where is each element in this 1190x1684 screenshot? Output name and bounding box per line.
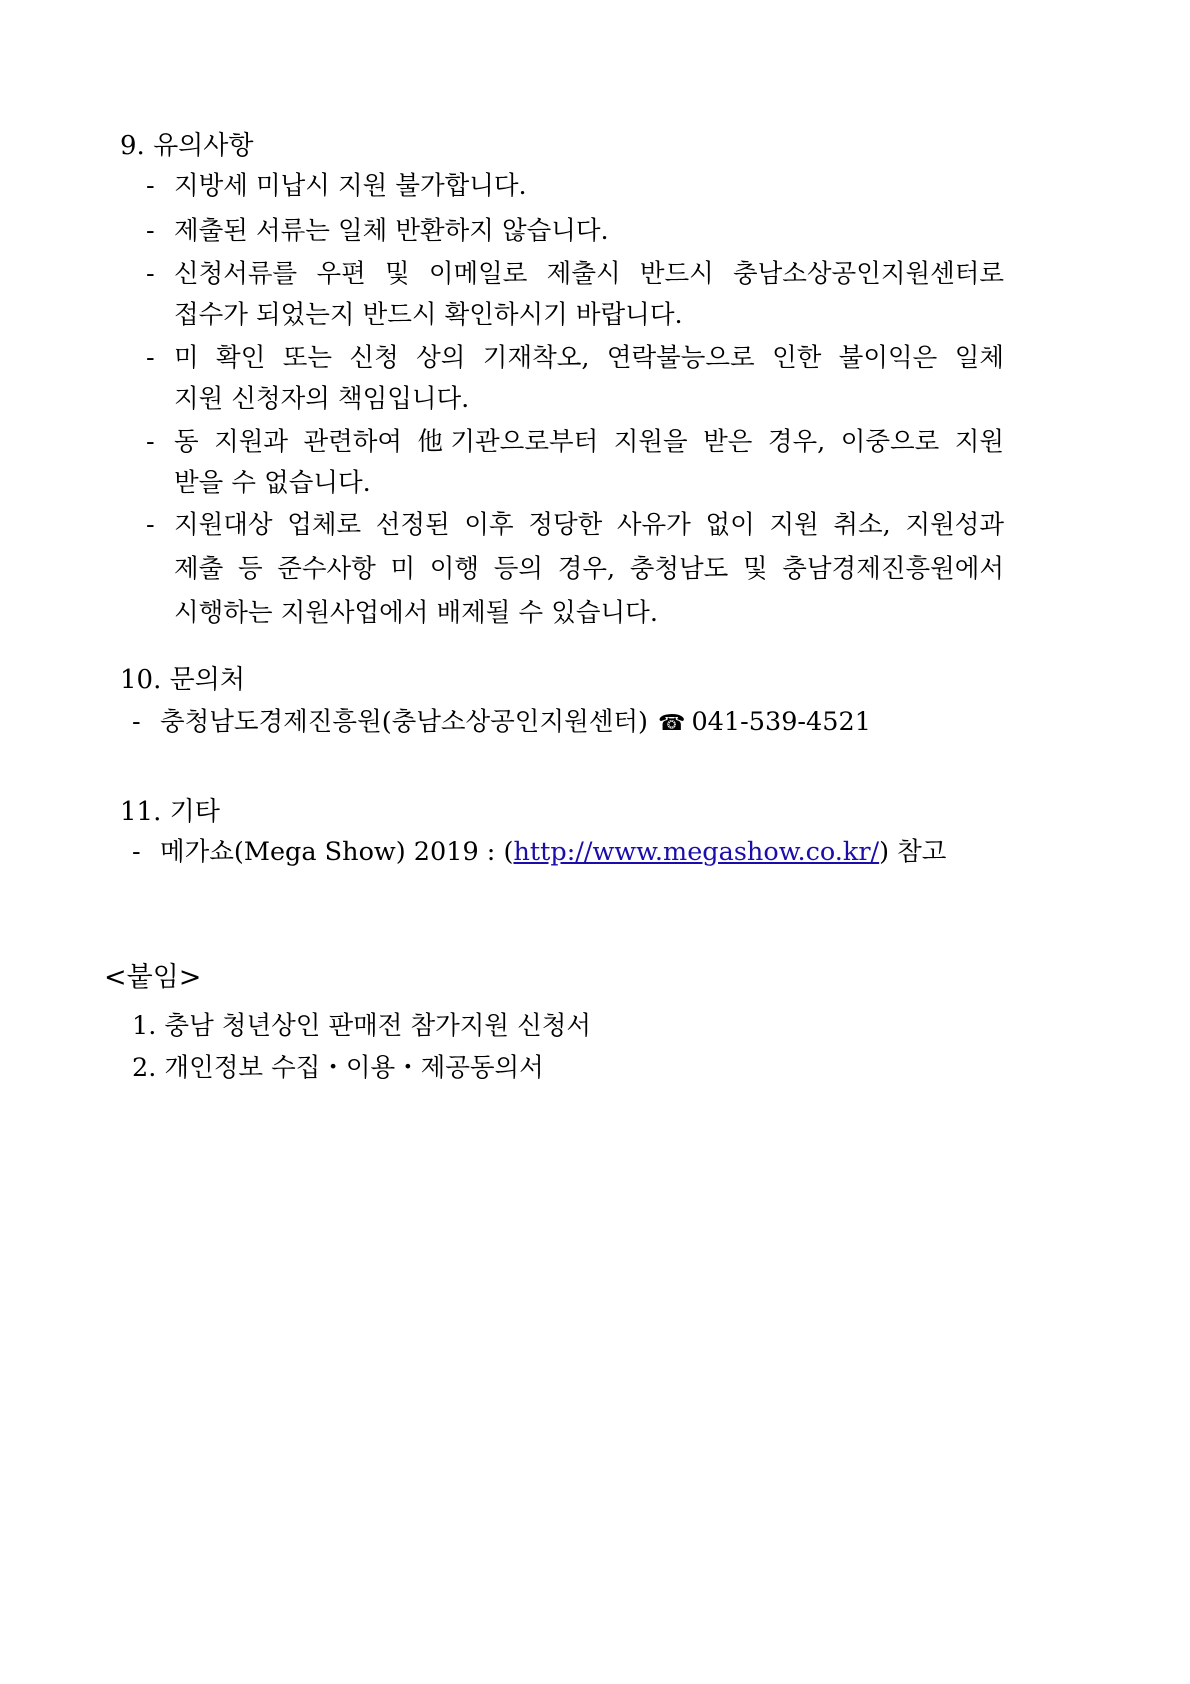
section9-item-3-text-b: 접수가 되었는지 반드시 확인하시기 바랍니다. <box>174 300 683 330</box>
section9-item-5 <box>146 420 1004 506</box>
dash: - <box>146 171 155 201</box>
attachment-item-1: 1. 충남 청년상인 판매전 참가지원 신청서 <box>132 1011 591 1041</box>
dash: - <box>146 216 155 246</box>
section9-item-6-text-b: 제출 등 준수사항 미 이행 등의 경우, 충청남도 및 충남경제진흥원에서 <box>174 554 1004 584</box>
section9-item-6-text-c: 시행하는 지원사업에서 배제될 수 있습니다. <box>174 598 658 628</box>
dash: - <box>146 343 155 373</box>
contact-org: 충청남도경제진흥원(충남소상공인지원센터) <box>160 707 648 737</box>
section9-item-2-text: 제출된 서류는 일체 반환하지 않습니다. <box>174 216 609 246</box>
phone-icon: ☎ <box>658 711 686 736</box>
dash: - <box>132 707 141 737</box>
section9-title: 9. 유의사항 <box>120 131 254 161</box>
section10-item <box>132 700 871 746</box>
section9-item-4-text-a: 미 확인 또는 신청 상의 기재착오, 연락불능으로 인한 불이익은 일체 <box>174 343 1004 373</box>
section9-item-4 <box>146 336 1004 422</box>
section11-title: 11. 기타 <box>120 797 220 827</box>
section9-item-6 <box>146 503 1004 636</box>
megashow-text-after: ) 참고 <box>879 837 947 867</box>
section9-item-4-line1 <box>146 336 1004 381</box>
dash: - <box>146 510 155 540</box>
megashow-text-before: 메가쇼(Mega Show) 2019 : ( <box>160 837 514 867</box>
section9-item-3 <box>146 252 1004 338</box>
section10-title: 10. 문의처 <box>120 665 245 695</box>
megashow-link[interactable]: http://www.megashow.co.kr/ <box>513 837 880 867</box>
section9-item-1-text: 지방세 미납시 지원 불가합니다. <box>174 171 527 201</box>
section9-item-3-line1 <box>146 252 1004 297</box>
section9-item-5-text-a: 동 지원과 관련하여 他기관으로부터 지원을 받은 경우, 이중으로 지원 <box>174 427 1004 457</box>
section11-item <box>132 830 946 875</box>
section9-item-5-text-b: 받을 수 없습니다. <box>174 468 371 498</box>
section9-item-3-text-a: 신청서류를 우편 및 이메일로 제출시 반드시 충남소상공인지원센터로 <box>174 259 1004 289</box>
dash: - <box>132 837 141 867</box>
section9-item-5-line1 <box>146 420 1004 465</box>
dash: - <box>146 259 155 289</box>
section9-item-4-text-b: 지원 신청자의 책임입니다. <box>174 384 470 414</box>
attachments-title: <붙임> <box>104 962 202 993</box>
contact-phone: 041-539-4521 <box>691 707 871 737</box>
section9-item-6-text-a: 지원대상 업체로 선정된 이후 정당한 사유가 없이 지원 취소, 지원성과 <box>174 510 1004 540</box>
section9-item-1 <box>146 164 527 209</box>
section9-item-6-line1 <box>146 503 1004 548</box>
dash: - <box>146 427 155 457</box>
section9-item-2 <box>146 209 609 254</box>
attachment-item-2: 2. 개인정보 수집・이용・제공동의서 <box>132 1053 544 1083</box>
